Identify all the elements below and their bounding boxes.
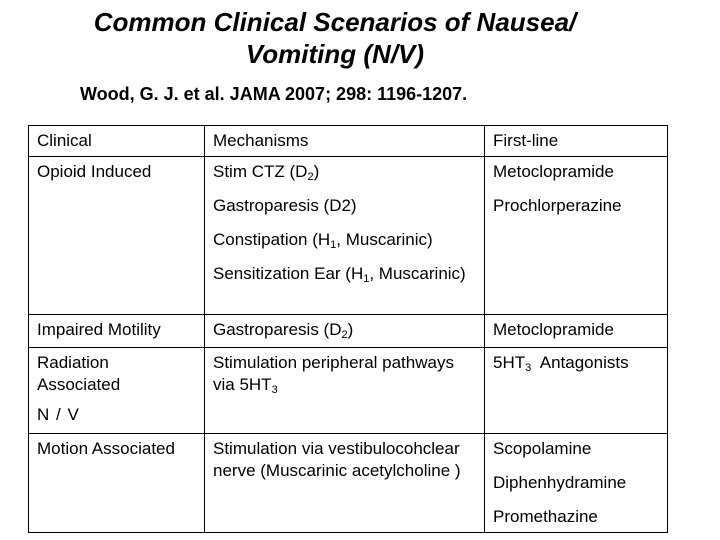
mechanism-line: Constipation ($H_1$, Muscarinic) <box>213 230 433 251</box>
slide-title <box>0 6 670 70</box>
motility-mechanisms: Gastroparesis $(D_2)$ <box>205 315 485 348</box>
title-line-1: Common Clinical Scenarios of Nausea/ <box>93 7 577 37</box>
table-header-row <box>29 126 668 157</box>
opioid-clinical: Opioid Induced <box>29 157 205 315</box>
motion-first-line <box>485 434 668 533</box>
drug-name: Promethazine <box>493 507 598 526</box>
opioid-mechanisms <box>205 157 485 315</box>
table-row-motion <box>29 434 668 533</box>
title-line-2: Vomiting (N/V) <box>245 39 425 69</box>
drug-name: Scopolamine <box>493 439 592 458</box>
motility-clinical: Impaired Motility <box>29 315 205 348</box>
table-row-opioid <box>29 157 668 315</box>
mechanism-line: Sensitization Ear ($H_1$, Muscarinic) <box>213 264 466 285</box>
drug-name: Prochlorperazine <box>493 196 622 215</box>
radiation-clinical: Radiation Associated N / V <box>29 348 205 434</box>
mechanism-line: Gastroparesis (D2) <box>213 196 357 215</box>
radiation-first-line: $5HT_3$ Antagonists <box>485 348 668 434</box>
radiation-mechanisms: Stimulation peripheral pathways via $5HT_3$ <box>205 348 485 434</box>
motion-clinical: Motion Associated <box>29 434 205 533</box>
drug-name: Diphenhydramine <box>493 473 627 492</box>
motility-first-line: Metoclopramide <box>485 315 668 348</box>
scenarios-table <box>28 125 668 533</box>
motion-mechanisms: Stimulation via vestibulocohclear nerve (Muscarinic acetylcholine ) <box>205 434 485 533</box>
header-first-line: First-line <box>485 126 668 157</box>
header-clinical: Clinical <box>29 126 205 157</box>
citation: Wood, G. J. et al. JAMA 2007; 298: 1196-1207. <box>80 84 468 104</box>
table-row-motility <box>29 315 668 348</box>
header-mechanisms: Mechanisms <box>205 126 485 157</box>
table-row-radiation <box>29 348 668 434</box>
opioid-first-line <box>485 157 668 315</box>
mechanism-line: Stim CTZ $(D_2)$ <box>213 162 320 183</box>
drug-name: Metoclopramide <box>493 162 614 181</box>
